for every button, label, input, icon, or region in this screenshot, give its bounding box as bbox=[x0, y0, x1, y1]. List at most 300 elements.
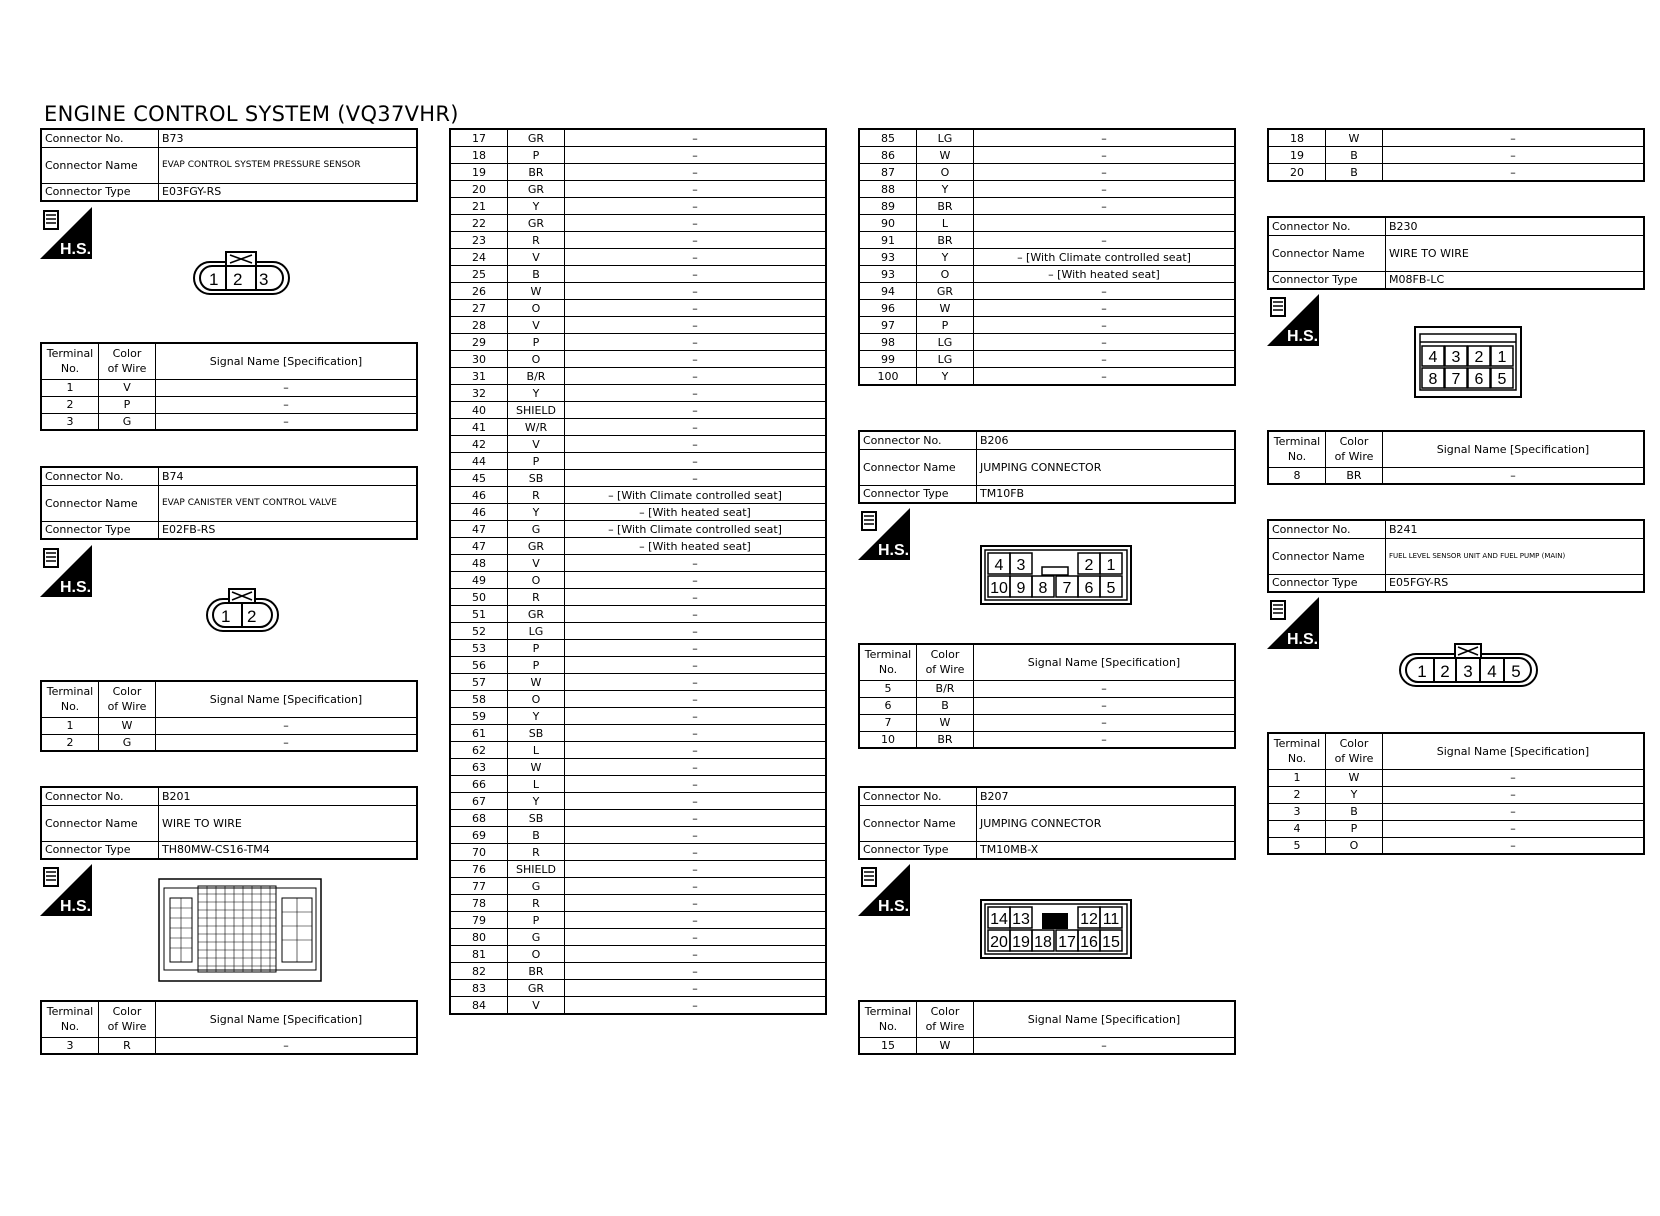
cell: P bbox=[508, 453, 565, 470]
cell: – bbox=[565, 640, 827, 657]
cell: B bbox=[917, 697, 974, 714]
terminal-no-header: Terminal No. bbox=[41, 681, 99, 717]
connector-name-label: Connector Name bbox=[41, 485, 159, 521]
table-row bbox=[859, 368, 1235, 386]
cell: – bbox=[156, 413, 418, 430]
pin-label: 2 bbox=[1084, 557, 1094, 574]
cell: W/R bbox=[508, 419, 565, 436]
table-row bbox=[450, 725, 826, 742]
cell: 5 bbox=[859, 680, 917, 697]
table-row bbox=[450, 283, 826, 300]
cell: – bbox=[565, 283, 827, 300]
table-row bbox=[450, 300, 826, 317]
cell: 82 bbox=[450, 963, 508, 980]
cell: – bbox=[974, 164, 1236, 181]
page-title: ENGINE CONTROL SYSTEM (VQ37VHR) bbox=[44, 102, 459, 126]
terminal-table-b206 bbox=[858, 643, 1236, 749]
cell: 17 bbox=[450, 129, 508, 147]
cell: P bbox=[1326, 820, 1383, 837]
connector-type-value: TH80MW-CS16-TM4 bbox=[159, 841, 418, 859]
terminal-table-b201-continued bbox=[449, 128, 827, 1015]
table-row bbox=[859, 249, 1235, 266]
cell: 6 bbox=[859, 697, 917, 714]
cell: 87 bbox=[859, 164, 917, 181]
cell: – bbox=[156, 396, 418, 413]
connector-no-value: B241 bbox=[1386, 520, 1645, 538]
cell: 69 bbox=[450, 827, 508, 844]
table-row bbox=[450, 759, 826, 776]
connector-type-value: TM10FB bbox=[977, 485, 1236, 503]
cell: – bbox=[565, 674, 827, 691]
pin-label: 1 bbox=[209, 270, 219, 289]
cell: W bbox=[508, 759, 565, 776]
cell: Y bbox=[508, 504, 565, 521]
cell: O bbox=[508, 691, 565, 708]
terminal-table-b73 bbox=[40, 342, 418, 431]
cell: B bbox=[1326, 803, 1383, 820]
cell: – bbox=[565, 368, 827, 385]
pin-label: 18 bbox=[1034, 934, 1052, 951]
pin-label: 19 bbox=[1012, 934, 1030, 951]
cell: – bbox=[974, 317, 1236, 334]
b241-connector-diagram bbox=[1398, 642, 1540, 690]
cell: – bbox=[565, 963, 827, 980]
cell: 58 bbox=[450, 691, 508, 708]
table-row bbox=[450, 419, 826, 436]
connector-type-label: Connector Type bbox=[41, 183, 159, 201]
table-row bbox=[450, 334, 826, 351]
cell: L bbox=[917, 215, 974, 232]
cell: BR bbox=[917, 198, 974, 215]
pin-label: 8 bbox=[1038, 580, 1048, 597]
connector-type-label: Connector Type bbox=[41, 521, 159, 539]
pin-label: 3 bbox=[259, 270, 269, 289]
cell: 67 bbox=[450, 793, 508, 810]
terminal-table-b74 bbox=[40, 680, 418, 752]
cell: B bbox=[1326, 147, 1383, 164]
pin-label: 1 bbox=[1497, 349, 1507, 366]
table-row bbox=[450, 504, 826, 521]
connector-type-label: Connector Type bbox=[41, 841, 159, 859]
cell: 98 bbox=[859, 334, 917, 351]
cell: 18 bbox=[450, 147, 508, 164]
cell: 2 bbox=[41, 734, 99, 751]
table-row bbox=[859, 147, 1235, 164]
cell: B bbox=[1326, 164, 1383, 182]
cell: – bbox=[974, 334, 1236, 351]
connector-no-label: Connector No. bbox=[41, 467, 159, 485]
cell: 29 bbox=[450, 334, 508, 351]
cell: 91 bbox=[859, 232, 917, 249]
table-row bbox=[450, 470, 826, 487]
cell: SB bbox=[508, 810, 565, 827]
hs-label: H.S. bbox=[878, 898, 910, 915]
connector-type-value: TM10MB-X bbox=[977, 841, 1236, 859]
table-row bbox=[859, 198, 1235, 215]
pin-label: 3 bbox=[1016, 557, 1026, 574]
connector-name-value: WIRE TO WIRE bbox=[159, 805, 418, 841]
table-row bbox=[450, 147, 826, 164]
table-row bbox=[450, 963, 826, 980]
cell: – bbox=[565, 810, 827, 827]
connector-type-value: E05FGY-RS bbox=[1386, 574, 1645, 592]
cell: – bbox=[565, 878, 827, 895]
table-row bbox=[450, 164, 826, 181]
cell: W bbox=[1326, 769, 1383, 786]
cell: – [With heated seat] bbox=[974, 266, 1236, 283]
cell: W bbox=[917, 714, 974, 731]
pin-label: 4 bbox=[1428, 349, 1438, 366]
cell: – bbox=[1383, 769, 1645, 786]
cell: 7 bbox=[859, 714, 917, 731]
cell: – bbox=[565, 266, 827, 283]
cell: P bbox=[508, 657, 565, 674]
table-row bbox=[859, 283, 1235, 300]
cell: 41 bbox=[450, 419, 508, 436]
hs-label: H.S. bbox=[60, 898, 92, 915]
cell: 46 bbox=[450, 504, 508, 521]
table-row bbox=[450, 589, 826, 606]
terminal-table-b201-end bbox=[858, 128, 1236, 386]
b207-connector-diagram bbox=[980, 899, 1132, 959]
cell: – bbox=[1383, 467, 1645, 484]
cell: – bbox=[565, 555, 827, 572]
cell: 47 bbox=[450, 538, 508, 555]
cell: 79 bbox=[450, 912, 508, 929]
cell: – bbox=[565, 470, 827, 487]
table-row bbox=[450, 844, 826, 861]
cell: 85 bbox=[859, 129, 917, 147]
cell: – bbox=[974, 351, 1236, 368]
cell: – bbox=[565, 623, 827, 640]
cell: 4 bbox=[1268, 820, 1326, 837]
cell: G bbox=[508, 878, 565, 895]
cell: 24 bbox=[450, 249, 508, 266]
terminal-no-header: Terminal No. bbox=[41, 343, 99, 379]
cell: 2 bbox=[41, 396, 99, 413]
cell: 88 bbox=[859, 181, 917, 198]
connector-no-label: Connector No. bbox=[859, 431, 977, 449]
cell: – bbox=[974, 283, 1236, 300]
pin-label: 1 bbox=[1106, 557, 1116, 574]
cell: Y bbox=[917, 249, 974, 266]
signal-header: Signal Name [Specification] bbox=[156, 343, 418, 379]
table-row bbox=[450, 317, 826, 334]
table-row bbox=[450, 810, 826, 827]
cell: W bbox=[508, 283, 565, 300]
cell: – bbox=[565, 912, 827, 929]
cell: R bbox=[508, 232, 565, 249]
table-row bbox=[450, 436, 826, 453]
table-row bbox=[450, 181, 826, 198]
cell: – bbox=[565, 215, 827, 232]
cell: GR bbox=[508, 129, 565, 147]
cell: – bbox=[974, 697, 1236, 714]
terminal-no-header: Terminal No. bbox=[1268, 733, 1326, 769]
cell: P bbox=[508, 334, 565, 351]
pin-label: 10 bbox=[990, 580, 1008, 597]
hs-label: H.S. bbox=[1287, 328, 1319, 345]
cell: Y bbox=[508, 385, 565, 402]
cell: 83 bbox=[450, 980, 508, 997]
table-row bbox=[450, 198, 826, 215]
table-row bbox=[450, 929, 826, 946]
cell: 56 bbox=[450, 657, 508, 674]
connector-name-label: Connector Name bbox=[859, 805, 977, 841]
cell: V bbox=[99, 379, 156, 396]
cell: B bbox=[508, 827, 565, 844]
cell: G bbox=[99, 734, 156, 751]
pin-label: 1 bbox=[221, 607, 231, 626]
cell: R bbox=[99, 1037, 156, 1054]
cell: – bbox=[565, 861, 827, 878]
terminal-table-b207 bbox=[858, 1000, 1236, 1055]
cell: O bbox=[1326, 837, 1383, 854]
table-row bbox=[450, 793, 826, 810]
connector-b207 bbox=[858, 786, 1236, 858]
color-header: Color of Wire bbox=[917, 1001, 974, 1037]
pin-label: 9 bbox=[1016, 580, 1026, 597]
table-row bbox=[859, 317, 1235, 334]
cell: LG bbox=[508, 623, 565, 640]
cell bbox=[974, 215, 1236, 232]
cell: 1 bbox=[41, 717, 99, 734]
cell: W bbox=[917, 300, 974, 317]
cell: – bbox=[565, 827, 827, 844]
cell: – bbox=[565, 129, 827, 147]
cell: 96 bbox=[859, 300, 917, 317]
cell: 3 bbox=[41, 1037, 99, 1054]
cell: 90 bbox=[859, 215, 917, 232]
hs-label: H.S. bbox=[60, 579, 92, 596]
cell: 3 bbox=[41, 413, 99, 430]
cell: LG bbox=[917, 351, 974, 368]
table-row bbox=[450, 674, 826, 691]
table-row bbox=[450, 521, 826, 538]
cell: Y bbox=[508, 198, 565, 215]
cell: – bbox=[565, 606, 827, 623]
cell: 26 bbox=[450, 283, 508, 300]
cell: 47 bbox=[450, 521, 508, 538]
cell: – [With heated seat] bbox=[565, 538, 827, 555]
cell: 93 bbox=[859, 249, 917, 266]
cell: 22 bbox=[450, 215, 508, 232]
table-row bbox=[450, 623, 826, 640]
cell: R bbox=[508, 589, 565, 606]
table-row bbox=[450, 368, 826, 385]
cell: 32 bbox=[450, 385, 508, 402]
table-row bbox=[859, 129, 1235, 147]
cell: 86 bbox=[859, 147, 917, 164]
cell: O bbox=[508, 300, 565, 317]
signal-header: Signal Name [Specification] bbox=[974, 644, 1236, 680]
connector-no-value: B74 bbox=[159, 467, 418, 485]
cell: V bbox=[508, 555, 565, 572]
cell: – bbox=[565, 198, 827, 215]
connector-no-value: B201 bbox=[159, 787, 418, 805]
color-header: Color of Wire bbox=[99, 1001, 156, 1037]
cell: – bbox=[565, 181, 827, 198]
table-row bbox=[450, 351, 826, 368]
cell: R bbox=[508, 844, 565, 861]
cell: O bbox=[508, 946, 565, 963]
cell: – bbox=[974, 198, 1236, 215]
table-row bbox=[450, 657, 826, 674]
connector-b74 bbox=[40, 466, 418, 538]
cell: – bbox=[156, 717, 418, 734]
cell: – bbox=[974, 232, 1236, 249]
cell: 40 bbox=[450, 402, 508, 419]
pin-label: 4 bbox=[1487, 662, 1497, 681]
table-row bbox=[859, 181, 1235, 198]
color-header: Color of Wire bbox=[1326, 431, 1383, 467]
connector-name-value: FUEL LEVEL SENSOR UNIT AND FUEL PUMP (MAIN) bbox=[1386, 538, 1645, 574]
table-row bbox=[1268, 129, 1644, 147]
cell: – bbox=[565, 572, 827, 589]
cell: – bbox=[1383, 164, 1645, 182]
cell: 23 bbox=[450, 232, 508, 249]
table-row bbox=[450, 453, 826, 470]
cell: 66 bbox=[450, 776, 508, 793]
harness-side-icon bbox=[1267, 294, 1319, 346]
cell: 81 bbox=[450, 946, 508, 963]
cell: SHIELD bbox=[508, 861, 565, 878]
cell: – bbox=[565, 793, 827, 810]
cell: – bbox=[565, 589, 827, 606]
cell: W bbox=[917, 1037, 974, 1054]
cell: 57 bbox=[450, 674, 508, 691]
cell: 20 bbox=[1268, 164, 1326, 182]
pin-label: 20 bbox=[990, 934, 1008, 951]
b201-connector-diagram bbox=[158, 878, 322, 982]
pin-label: 12 bbox=[1080, 911, 1098, 928]
cell: – bbox=[156, 379, 418, 396]
table-row bbox=[859, 164, 1235, 181]
pin-label: 3 bbox=[1463, 662, 1473, 681]
table-row bbox=[450, 572, 826, 589]
cell: Y bbox=[1326, 786, 1383, 803]
cell: Y bbox=[917, 181, 974, 198]
cell: – bbox=[156, 734, 418, 751]
connector-no-label: Connector No. bbox=[859, 787, 977, 805]
cell: BR bbox=[917, 731, 974, 748]
cell: 19 bbox=[450, 164, 508, 181]
table-row bbox=[450, 861, 826, 878]
cell: – bbox=[565, 249, 827, 266]
cell: G bbox=[99, 413, 156, 430]
table-row bbox=[859, 351, 1235, 368]
connector-name-value: EVAP CANISTER VENT CONTROL VALVE bbox=[159, 485, 418, 521]
cell: – bbox=[565, 980, 827, 997]
cell: 97 bbox=[859, 317, 917, 334]
table-row bbox=[1268, 147, 1644, 164]
connector-type-value: E03FGY-RS bbox=[159, 183, 418, 201]
cell: GR bbox=[508, 181, 565, 198]
cell: BR bbox=[1326, 467, 1383, 484]
table-row bbox=[859, 232, 1235, 249]
cell: O bbox=[508, 572, 565, 589]
terminal-table-b230 bbox=[1267, 430, 1645, 485]
cell: 53 bbox=[450, 640, 508, 657]
cell: GR bbox=[508, 606, 565, 623]
pin-label: 2 bbox=[1474, 349, 1484, 366]
connector-no-label: Connector No. bbox=[1268, 217, 1386, 235]
cell: – [With Climate controlled seat] bbox=[974, 249, 1236, 266]
cell: 77 bbox=[450, 878, 508, 895]
connector-no-value: B206 bbox=[977, 431, 1236, 449]
cell: G bbox=[508, 929, 565, 946]
cell: R bbox=[508, 895, 565, 912]
cell: SHIELD bbox=[508, 402, 565, 419]
table-row bbox=[450, 708, 826, 725]
terminal-no-header: Terminal No. bbox=[1268, 431, 1326, 467]
table-row bbox=[450, 878, 826, 895]
pin-label: 7 bbox=[1451, 371, 1461, 388]
connector-name-value: EVAP CONTROL SYSTEM PRESSURE SENSOR bbox=[159, 147, 418, 183]
cell: Y bbox=[508, 708, 565, 725]
pin-label: 5 bbox=[1511, 662, 1521, 681]
pin-label: 1 bbox=[1417, 662, 1427, 681]
pin-label: 3 bbox=[1451, 349, 1461, 366]
cell: – bbox=[974, 368, 1236, 386]
color-header: Color of Wire bbox=[99, 343, 156, 379]
cell: 50 bbox=[450, 589, 508, 606]
color-header: Color of Wire bbox=[1326, 733, 1383, 769]
cell: 52 bbox=[450, 623, 508, 640]
cell: – bbox=[565, 453, 827, 470]
pin-label: 5 bbox=[1497, 371, 1507, 388]
cell: 62 bbox=[450, 742, 508, 759]
connector-type-label: Connector Type bbox=[859, 485, 977, 503]
cell: 21 bbox=[450, 198, 508, 215]
cell: – bbox=[974, 714, 1236, 731]
cell: B/R bbox=[508, 368, 565, 385]
pin-label: 2 bbox=[233, 270, 243, 289]
color-header: Color of Wire bbox=[917, 644, 974, 680]
cell: – bbox=[1383, 147, 1645, 164]
cell: – bbox=[565, 844, 827, 861]
connector-no-value: B230 bbox=[1386, 217, 1645, 235]
terminal-no-header: Terminal No. bbox=[41, 1001, 99, 1037]
table-row bbox=[450, 827, 826, 844]
cell: 2 bbox=[1268, 786, 1326, 803]
b230-connector-diagram bbox=[1414, 326, 1522, 398]
cell: – bbox=[565, 691, 827, 708]
table-row bbox=[450, 232, 826, 249]
cell: 18 bbox=[1268, 129, 1326, 147]
cell: 45 bbox=[450, 470, 508, 487]
cell: 25 bbox=[450, 266, 508, 283]
signal-header: Signal Name [Specification] bbox=[1383, 733, 1645, 769]
cell: Y bbox=[508, 793, 565, 810]
cell: O bbox=[917, 164, 974, 181]
cell: 1 bbox=[1268, 769, 1326, 786]
cell: – bbox=[565, 402, 827, 419]
harness-side-icon bbox=[858, 864, 910, 916]
connector-type-value: E02FB-RS bbox=[159, 521, 418, 539]
table-row bbox=[450, 997, 826, 1015]
cell: 15 bbox=[859, 1037, 917, 1054]
table-row bbox=[859, 266, 1235, 283]
cell: SB bbox=[508, 725, 565, 742]
table-row bbox=[450, 895, 826, 912]
connector-b206 bbox=[858, 430, 1236, 502]
cell: – bbox=[565, 725, 827, 742]
cell: – bbox=[1383, 837, 1645, 854]
table-row bbox=[859, 215, 1235, 232]
cell: Y bbox=[917, 368, 974, 386]
table-row bbox=[450, 129, 826, 147]
